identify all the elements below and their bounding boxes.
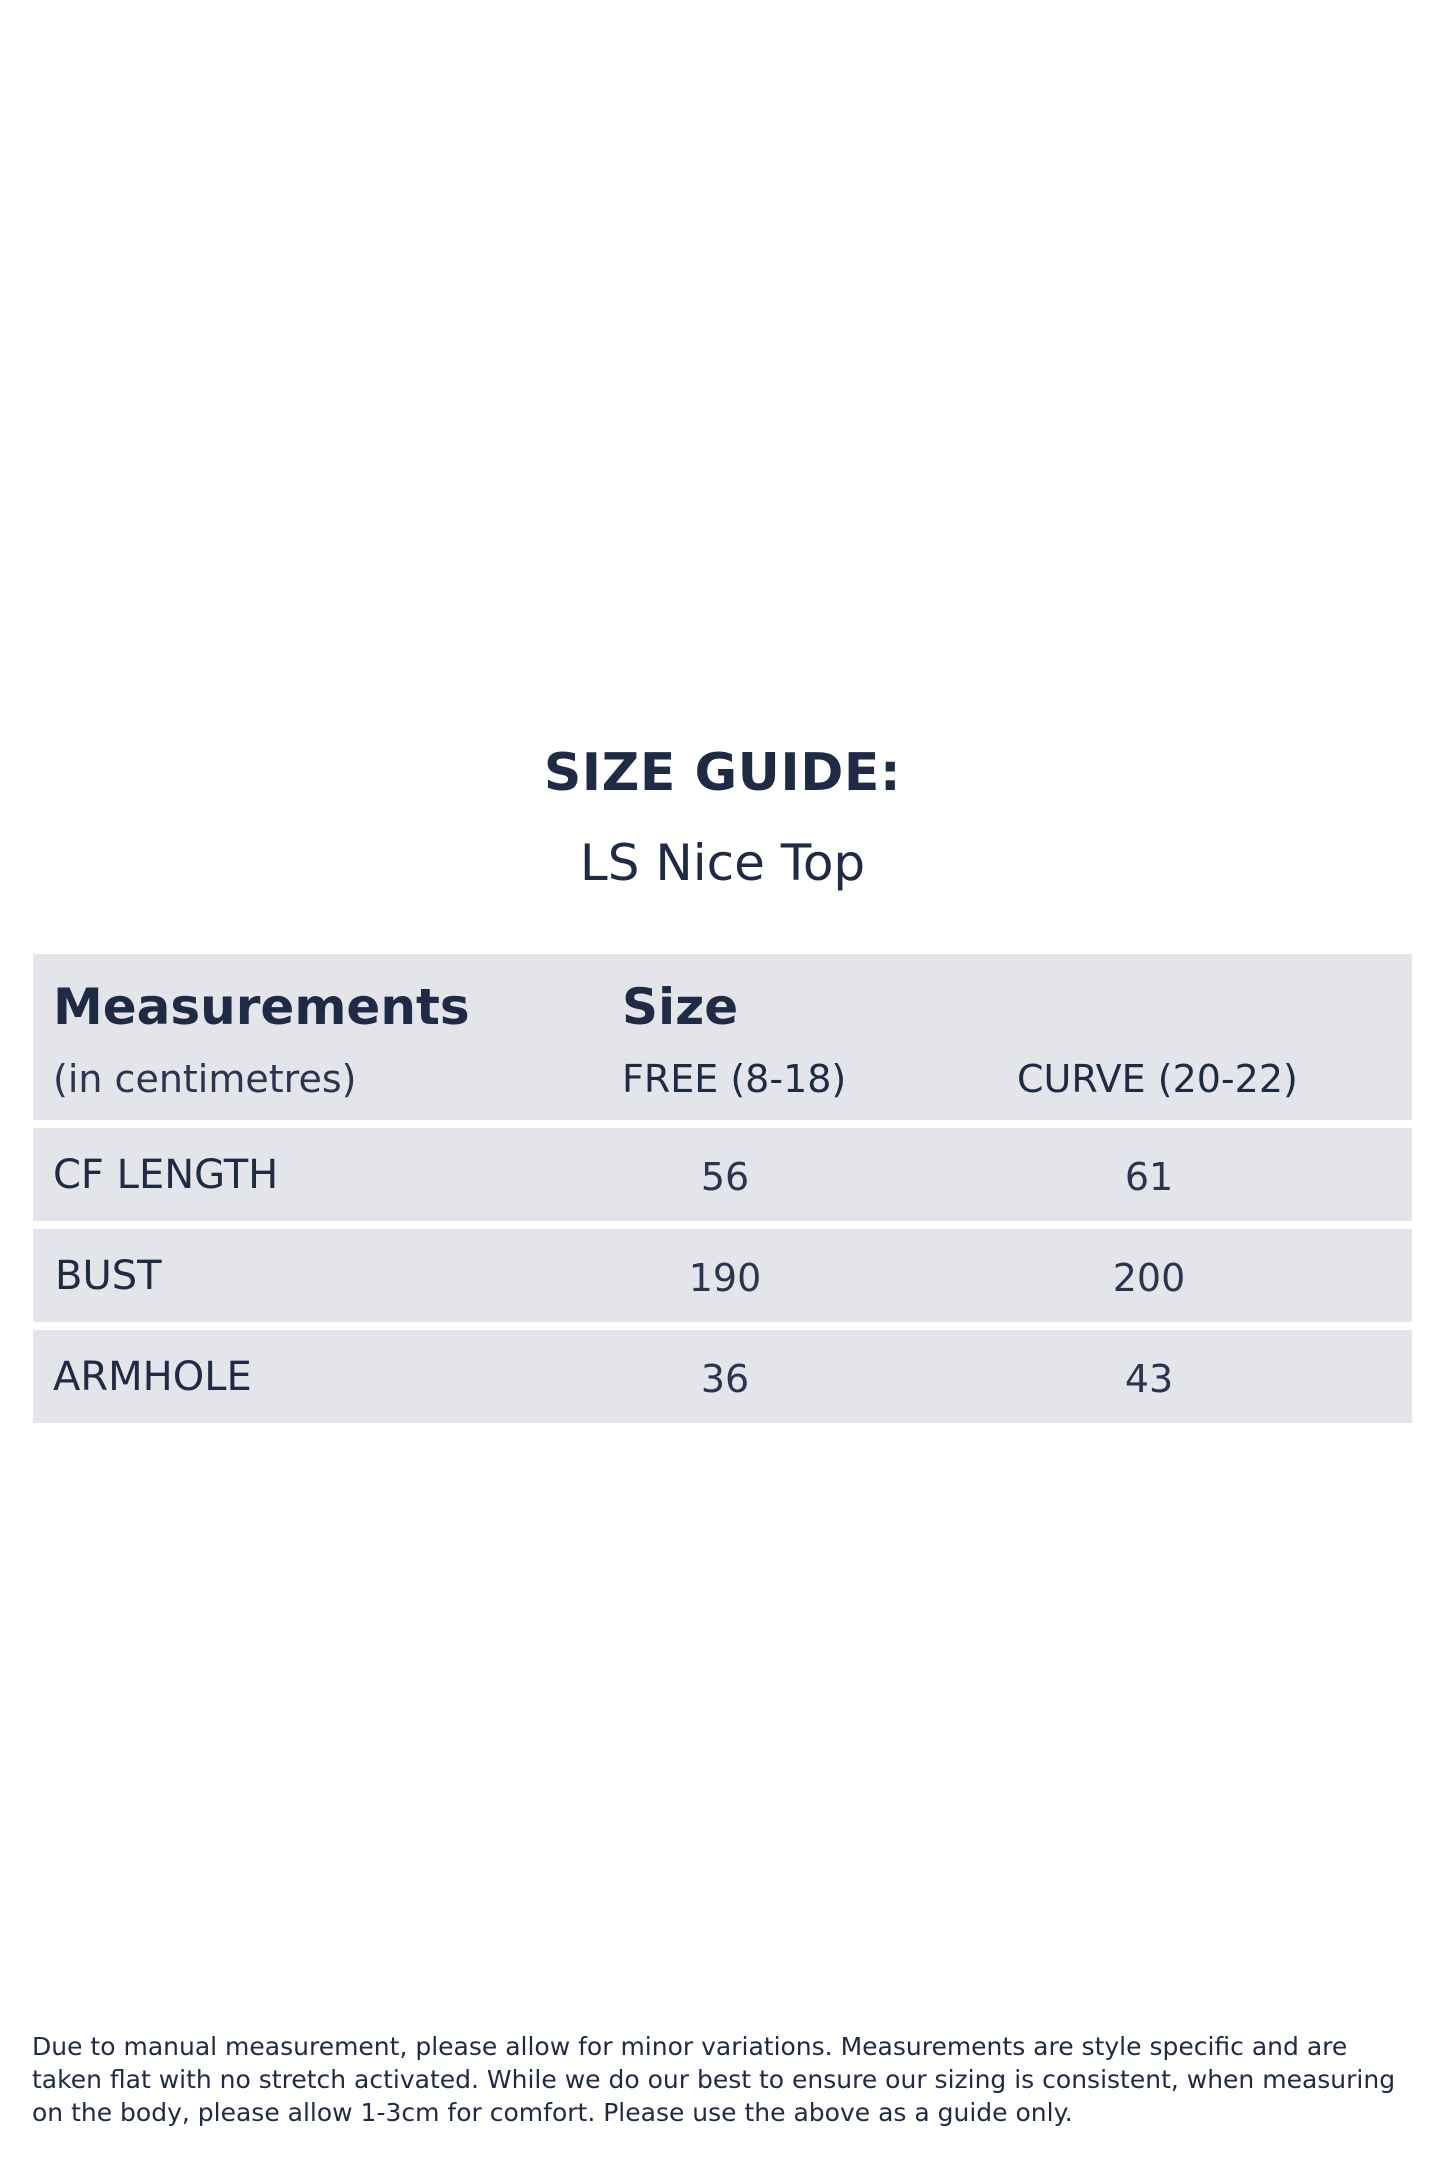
size-guide-table: [33, 954, 1412, 1423]
size-column-curve: CURVE (20-22): [1017, 1057, 1298, 1101]
row-label-bust: BUST: [55, 1253, 162, 1299]
cell-value: 43: [1124, 1357, 1174, 1401]
measurements-header: Measurements: [53, 978, 470, 1036]
table-row: [33, 1128, 1412, 1221]
cell-value: 36: [700, 1357, 750, 1401]
cell-value: 61: [1124, 1155, 1174, 1199]
disclaimer-text: Due to manual measurement, please allow for minor variations. Measurements are style specific and are taken flat with no stretch activated. While we do our best to ensure our sizing is consistent, when measuring on the body, please allow 1-3cm for comfort. Please use the above as a guide only.: [32, 2032, 1396, 2127]
product-name: LS Nice Top: [579, 834, 866, 892]
page-title: SIZE GUIDE:: [543, 743, 902, 803]
cell-value: 190: [688, 1256, 762, 1300]
row-label-cf-length: CF LENGTH: [53, 1152, 279, 1198]
size-column-free: FREE (8-18): [622, 1057, 847, 1101]
table-row: [33, 1330, 1412, 1423]
row-label-armhole: ARMHOLE: [53, 1354, 252, 1400]
cell-value: 56: [700, 1155, 750, 1199]
units-label: (in centimetres): [53, 1057, 357, 1101]
size-header: Size: [622, 978, 739, 1036]
table-row: [33, 1229, 1412, 1322]
table-header-row: [33, 954, 1412, 1120]
cell-value: 200: [1112, 1256, 1186, 1300]
